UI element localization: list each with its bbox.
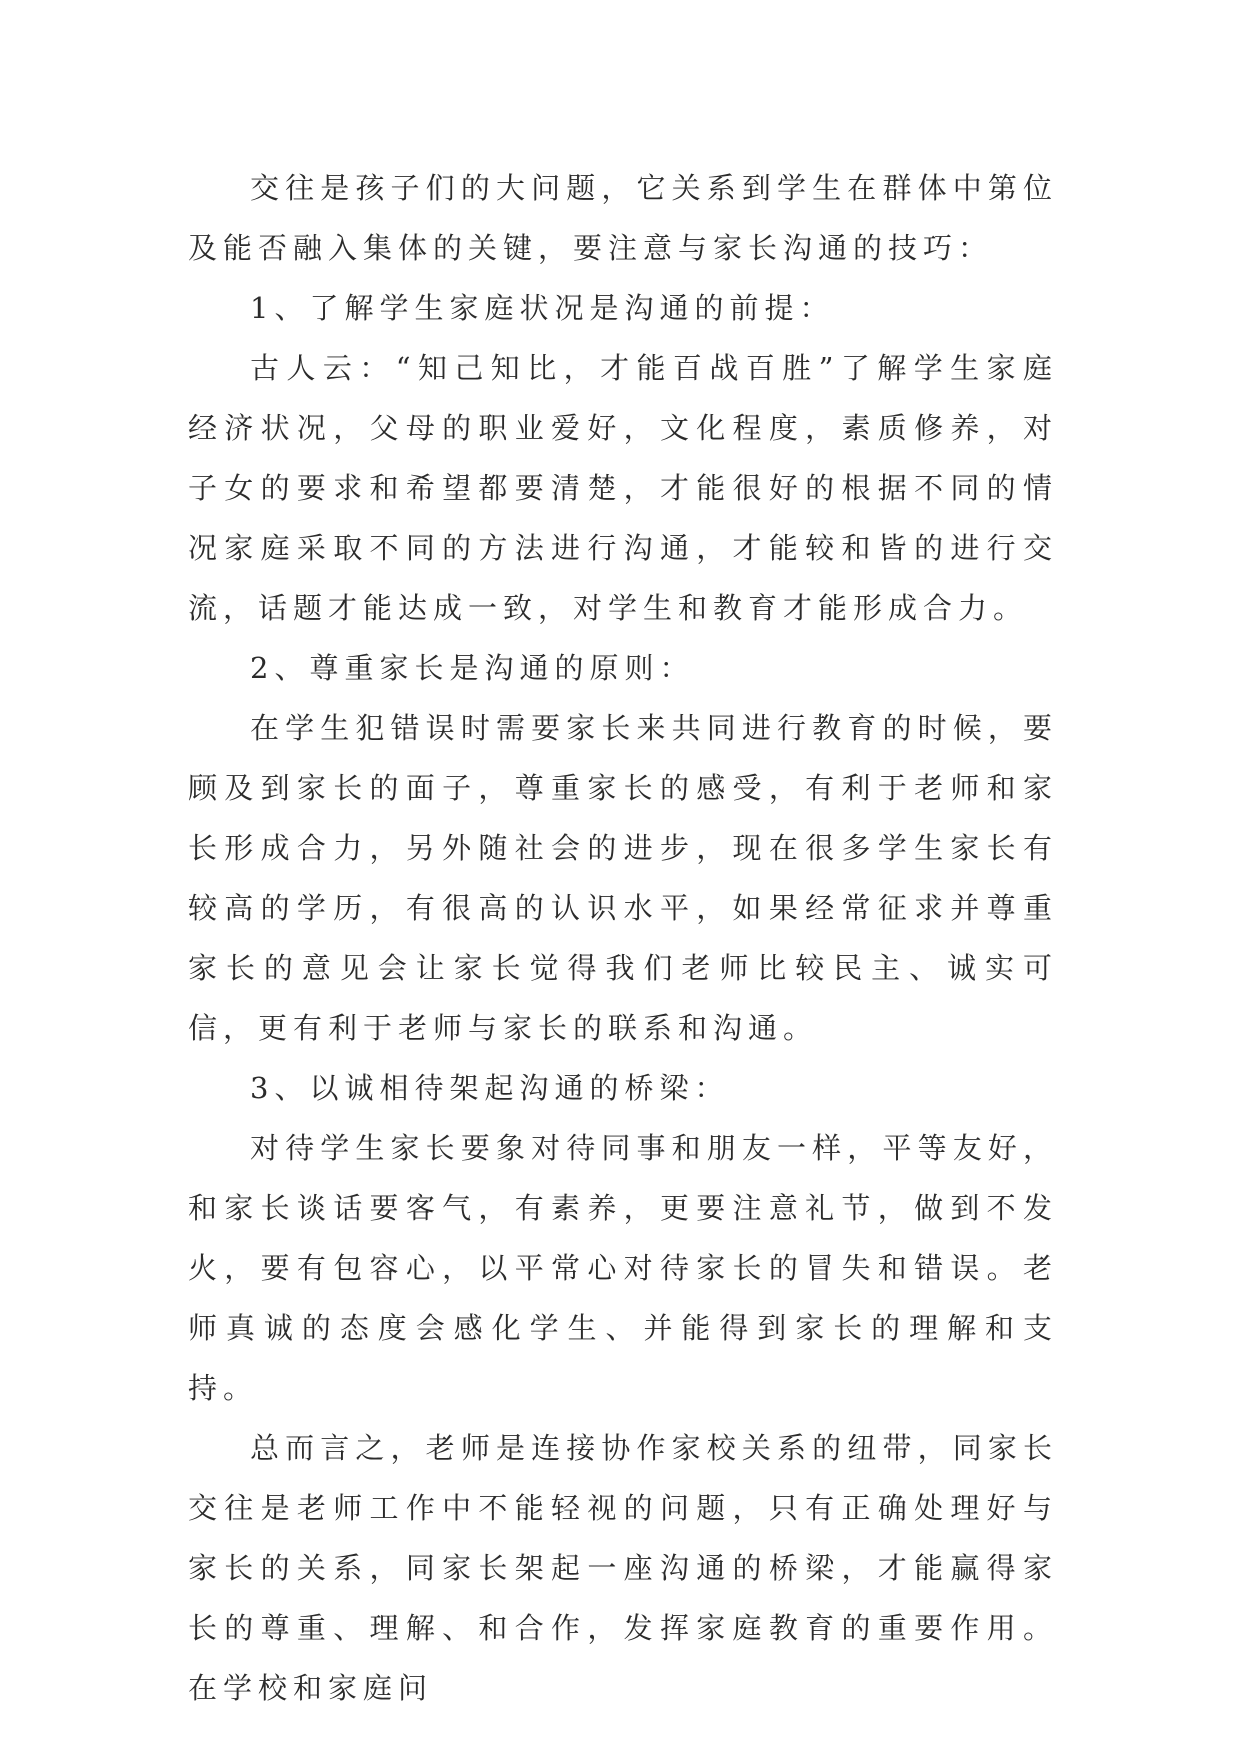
heading-point-3: 3、以诚相待架起沟通的桥梁： <box>250 1071 730 1105</box>
paragraph-point-2: 在学生犯错误时需要家长来共同进行教育的时候，要顾及到家长的面子，尊重家长的感受，有利于老师和家长形成合力，另外随社会的进步，现在很多学生家长有较高的学历，有很高的认识水平，如果经常征求并尊重家长的意见会让家长觉得我们老师比较民主、诚实可信，更有利于老师与家长的联系和沟通。 <box>188 711 1058 1045</box>
paragraph-conclusion: 总而言之，老师是连接协作家校关系的纽带，同家长交往是老师工作中不能轻视的问题，只有正确处理好与家长的关系，同家长架起一座沟通的桥梁，才能赢得家长的尊重、理解、和合作，发挥家庭教育的重要作用。在学校和家庭问 <box>188 1431 1058 1705</box>
heading-point-1: 1、了解学生家庭状况是沟通的前提： <box>250 291 835 325</box>
document-body <box>188 158 1058 1718</box>
paragraph-point-1: 古人云：“知己知比，才能百战百胜”了解学生家庭经济状况，父母的职业爱好，文化程度，素质修养，对子女的要求和希望都要清楚，才能很好的根据不同的情况家庭采取不同的方法进行沟通，才能较和皆的进行交流，话题才能达成一致，对学生和教育才能形成合力。 <box>188 351 1058 625</box>
heading-point-2: 2、尊重家长是沟通的原则： <box>250 651 695 685</box>
paragraph-point-3: 对待学生家长要象对待同事和朋友一样，平等友好，和家长谈话要客气，有素养，更要注意礼节，做到不发火，要有包容心，以平常心对待家长的冒失和错误。老师真诚的态度会感化学生、并能得到家长的理解和支持。 <box>188 1131 1058 1405</box>
paragraph-intro: 交往是孩子们的大问题，它关系到学生在群体中第位及能否融入集体的关键，要注意与家长沟通的技巧： <box>188 171 1058 265</box>
